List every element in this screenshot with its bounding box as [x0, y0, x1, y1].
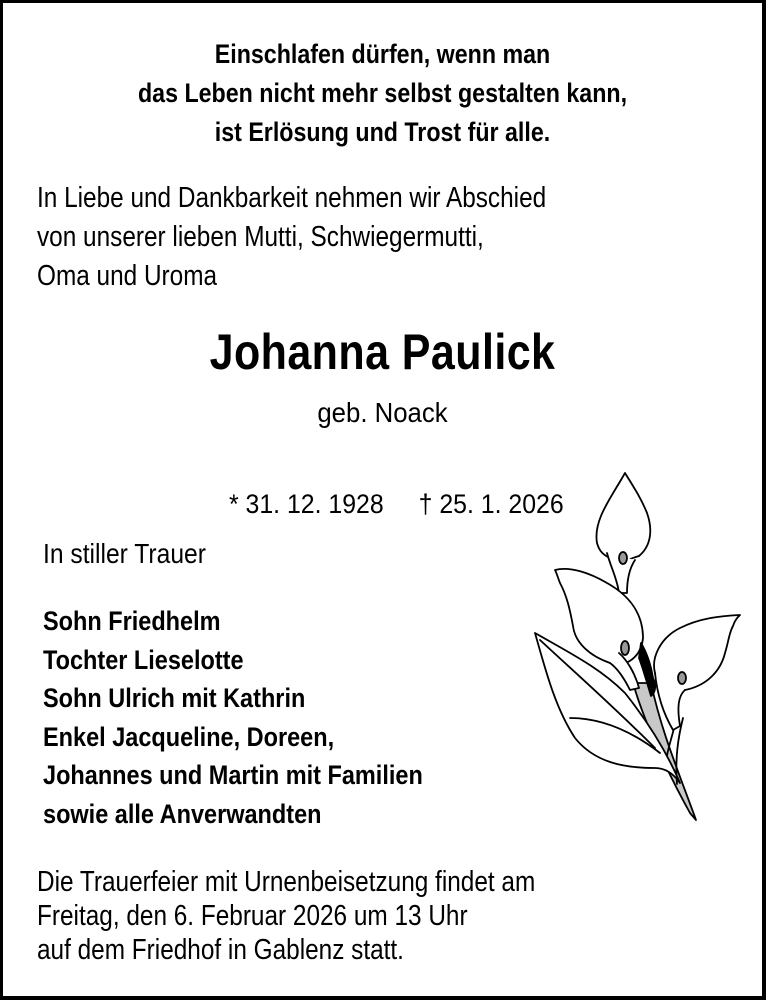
mourner-line: Sohn Ulrich mit Kathrin — [43, 683, 306, 713]
motto-line: ist Erlösung und Trost für alle. — [214, 117, 551, 147]
mourners-list — [43, 602, 423, 833]
maiden-name: geb. Noack — [317, 397, 448, 428]
intro-line: Oma und Uroma — [37, 260, 218, 292]
intro-line: von unserer lieben Mutti, Schwiegermutti, — [37, 221, 484, 253]
deceased-name: Johanna Paulick — [209, 324, 556, 380]
ceremony-line: auf dem Friedhof in Gablenz statt. — [37, 934, 404, 966]
intro-line: In Liebe und Dankbarkeit nehmen wir Abschied — [37, 182, 547, 214]
motto-line: das Leben nicht mehr selbst gestalten kann, — [137, 78, 628, 108]
mourner-line: Enkel Jacqueline, Doreen, — [43, 721, 335, 752]
calla-lily-icon — [515, 468, 745, 828]
motto-line: Einschlafen dürfen, wenn man — [214, 39, 551, 69]
ceremony-line: Freitag, den 6. Februar 2026 um 13 Uhr — [37, 900, 468, 932]
farewell-intro — [37, 179, 546, 296]
mourner-line: Tochter Lieselotte — [43, 644, 244, 675]
death-date: † 25. 1. 2026 — [418, 489, 564, 519]
motto-quote — [56, 35, 709, 152]
mourner-line: Sohn Friedhelm — [43, 606, 221, 636]
mourning-label: In stiller Trauer — [43, 538, 206, 569]
mourner-line: Johannes und Martin mit Familien — [43, 760, 423, 790]
ceremony-line: Die Trauerfeier mit Urnenbeisetzung findet am — [37, 866, 536, 898]
mourner-line: sowie alle Anverwandten — [43, 798, 322, 829]
birth-date: * 31. 12. 1928 — [228, 489, 384, 519]
ceremony-info — [37, 865, 535, 967]
